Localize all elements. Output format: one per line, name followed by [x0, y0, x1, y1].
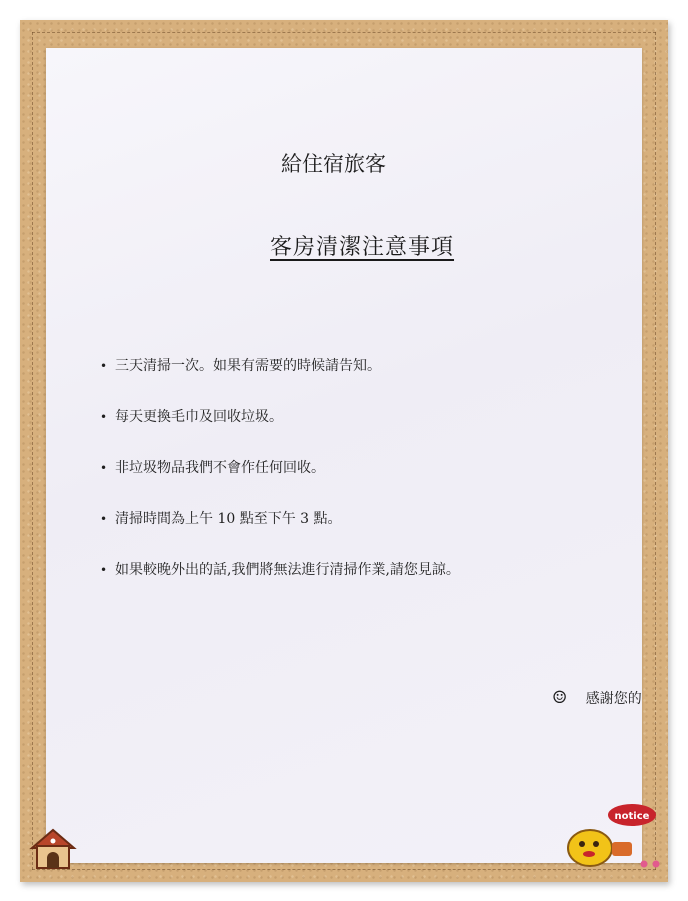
stitch-border-top	[32, 32, 656, 33]
notice-heading-main: 客房清潔注意事項	[270, 235, 455, 260]
rule-item	[100, 560, 620, 611]
smiley-icon: ☺	[552, 688, 568, 708]
bullet-icon: •	[100, 461, 108, 475]
rule-item	[100, 458, 620, 509]
stitch-border-left	[32, 32, 33, 870]
doghouse-icon	[28, 826, 78, 872]
rule-text: 清掃時間為上午 10 點至下午 3 點。	[115, 511, 342, 527]
notice-sticker	[562, 802, 666, 874]
thanks-line	[552, 688, 642, 708]
rule-text: 非垃圾物品我們不會作任何回收。	[115, 460, 325, 476]
rule-item	[100, 407, 620, 458]
rule-text: 三天清掃一次。如果有需要的時候請告知。	[115, 358, 381, 374]
rule-text: 每天更換毛巾及回收垃圾。	[115, 409, 283, 425]
cleaning-rules-list	[100, 356, 620, 611]
sticker-text: notice	[614, 811, 650, 822]
rule-item	[100, 356, 620, 407]
stitch-border-right	[655, 32, 656, 870]
bullet-icon: •	[100, 359, 108, 373]
notice-heading-guests: 給住宿旅客	[281, 152, 386, 176]
bullet-icon: •	[100, 512, 108, 526]
bullet-icon: •	[100, 410, 108, 424]
notice-paper	[46, 48, 642, 863]
rule-text: 如果較晚外出的話,我們將無法進行清掃作業,請您見諒。	[115, 562, 460, 578]
rule-item	[100, 509, 620, 560]
thanks-text: 感謝您的	[585, 691, 642, 707]
bullet-icon: •	[100, 563, 108, 577]
